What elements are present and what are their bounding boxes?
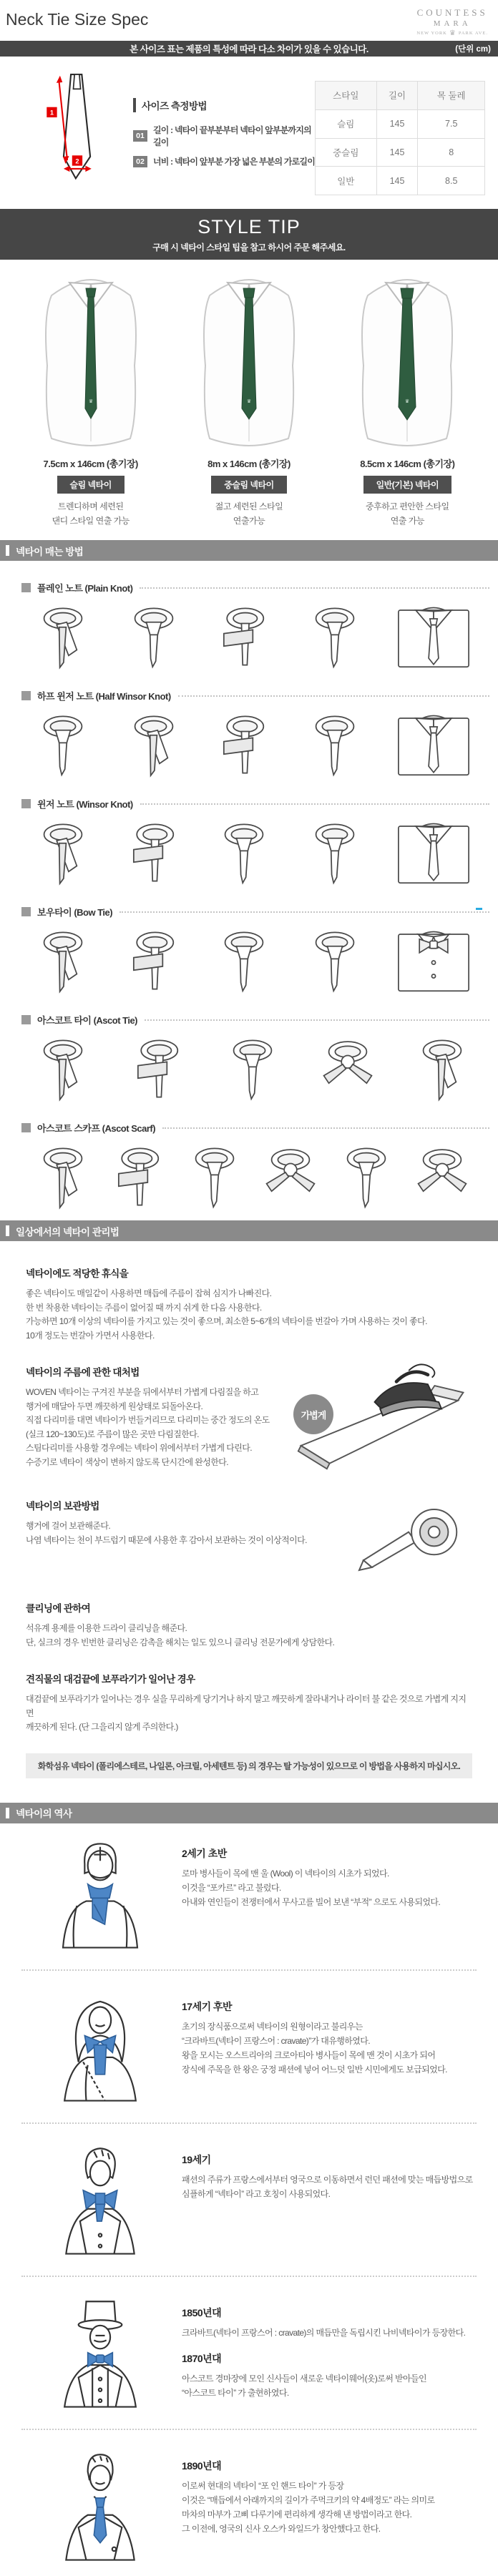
knot-step-illustration [213, 816, 275, 889]
knot-step-illustration [127, 1032, 190, 1105]
finished-knot-shirt-illustration [394, 816, 474, 889]
cell-length: 145 [376, 138, 418, 167]
dotted-rule [119, 911, 489, 913]
table-row [316, 167, 485, 195]
knot-step-illustration [259, 1140, 322, 1213]
cell-length: 145 [376, 167, 418, 195]
knot-name: 보우타이 (Bow Tie) [37, 907, 113, 918]
history-section-header [0, 1803, 498, 1823]
style-tip-title: STYLE TIP [197, 215, 301, 237]
care-block-cleaning: 클리닝에 관하여 석유계 용제를 이용한 드라이 클리닝을 해준다. 단, 실크의 경우 빈번한 클리닝은 감촉을 해치는 일도 있으니 클리닝 전문가에게 상담한다. [26, 1603, 335, 1647]
style-option-mid-slim [173, 273, 325, 526]
header-accent-bar [6, 1808, 9, 1818]
knot-step-illustration [411, 1032, 474, 1105]
col-header-length: 길이 [376, 82, 418, 110]
knot-step-illustration [31, 708, 94, 781]
cell-style: 일반 [316, 167, 377, 195]
measure-heading: 사이즈 측정방법 [133, 98, 315, 112]
square-bullet-icon [21, 1123, 31, 1132]
knot-step-illustration [213, 600, 275, 673]
option-description: 젊고 세련된 스타일 연출가능 [215, 501, 283, 526]
cell-width: 8 [418, 138, 485, 167]
rolled-tie-illustration [358, 1498, 472, 1579]
table-row [316, 109, 485, 138]
brand-street: PARK AVE. [458, 31, 488, 36]
history-entry-1850s-1870s: 1850년대 크라바트(넥타이 프랑스어 : cravate)의 매듭만을 독립시킨 나비넥타이가 등장한다. 1870년대 아스코트 경마장에 모인 신사들이 새로운 넥타이웨어(옷)로써 받아들인 “아스코트 타이” 가 출현하였다. [0, 2283, 498, 2423]
style-option-regular [331, 273, 483, 526]
shirt-with-tie-illustration [188, 273, 310, 451]
knot-step-illustration [303, 708, 366, 781]
square-bullet-icon [21, 799, 31, 808]
finished-knot-shirt-illustration [394, 708, 474, 781]
option-description: 중후하고 편안한 스타일 연출 가능 [366, 501, 449, 526]
knot-step-illustration [316, 1032, 379, 1105]
page-title: Neck Tie Size Spec [6, 10, 149, 29]
header-accent-bar [6, 545, 9, 556]
knot-step-illustration [31, 1140, 94, 1213]
knot-step-illustration [213, 924, 275, 997]
style-option-slim [15, 273, 167, 526]
knot-step-illustration [122, 600, 185, 673]
measure-item-number: 01 [133, 130, 147, 142]
roman-soldier-illustration [29, 1835, 172, 1957]
measure-item-text: 너비 : 넥타이 앞부분 가장 넓은 부분의 가로길이 [153, 157, 315, 167]
style-tip-banner [0, 209, 498, 260]
dotted-divider [21, 2122, 477, 2124]
dotted-rule [140, 587, 489, 589]
option-size-caption: 8m x 146cm (총기장) [208, 459, 290, 469]
page-header [0, 0, 498, 41]
shirt-with-tie-illustration [346, 273, 468, 451]
tie-logo: ♛ [88, 399, 93, 404]
dotted-divider [21, 2429, 477, 2430]
care-block-rest: 넥타이에도 적당한 휴식을 좋은 넥타이도 매일같이 사용하면 매듭에 주름이 잡혀 심지가 나빠진다. 한 번 착용한 넥타이는 주름이 없어질 때 까지 쉬게 한 다음 사용한다. 가능하면 10개 이상의 넥타이를 가지고 있는 것이 좋으며, 최소한 5~6개의 넥타이를 번갈아 가며 사용하는 것이 좋다. 10개 정도는 번갈아 가면서 사용한다. [26, 1268, 427, 1341]
cell-style: 슬림 [316, 109, 377, 138]
knot-row-bow-tie [0, 905, 498, 997]
regency-man-illustration [29, 2141, 172, 2263]
square-bullet-icon [21, 691, 31, 700]
option-size-caption: 8.5cm x 146cm (총기장) [360, 459, 455, 469]
knot-row-winsor [0, 797, 498, 889]
knot-name: 하프 윈저 노트 (Half Winsor Knot) [37, 691, 171, 702]
square-bullet-icon [21, 907, 31, 916]
knot-steps [0, 1027, 498, 1105]
care-block-fuzz: 견직물의 대검끝에 보푸라기가 일어난 경우 대검끝에 보푸라기가 일어나는 경우 실을 무리하게 당기거나 하지 말고 깨끗하게 잘라내거나 라이터 불 같은 것으로 가볍게 지지면 깨끗하게 된다. (단 그을리지 않게 주의한다.) [26, 1674, 467, 1732]
dotted-divider [21, 1969, 477, 1971]
knot-step-illustration [303, 600, 366, 673]
brand-name-line1: COUNTESS [416, 7, 488, 18]
measure-item [133, 124, 315, 148]
synthetic-fiber-warning: 화학섬유 넥타이 (폴리에스테르, 나일론, 아크릴, 아세텐트 등) 의 경우는 탈 가능성이 있으므로 이 방법을 사용하지 마십시오. [26, 1753, 472, 1778]
knot-step-illustration [303, 816, 366, 889]
knot-name: 아스코트 타이 (Ascot Tie) [37, 1015, 138, 1026]
top-hat-man-illustration [29, 2294, 172, 2416]
ironing-illustration [293, 1357, 472, 1476]
diagram-label-1: 1 [49, 109, 54, 117]
knot-guide [0, 561, 498, 1220]
iron-pressure-badge: 가볍게 [293, 1394, 333, 1434]
style-tip-subtitle: 구매 시 넥타이 스타일 팁을 참고 하시어 주문 해주세요. [152, 242, 346, 253]
size-unit-label: (단위 cm) [455, 45, 491, 54]
knot-step-illustration [221, 1032, 284, 1105]
size-notice-bar [0, 41, 498, 57]
knot-step-illustration [335, 1140, 398, 1213]
brand-subline [416, 29, 488, 37]
square-bullet-icon [21, 1015, 31, 1024]
knot-steps [0, 1135, 498, 1213]
cell-length: 145 [376, 109, 418, 138]
knot-section-title: 넥타이 매는 방법 [16, 546, 84, 557]
cell-style: 중슬림 [316, 138, 377, 167]
option-label: 중슬림 넥타이 [211, 476, 286, 494]
dotted-rule [178, 695, 489, 697]
knot-step-illustration [122, 708, 185, 781]
history-entry-2nd-century: 2세기 초반 로마 병사들이 목에 맨 울 (Wool) 이 넥타이의 시초가 되었다. 이것을 “포카르” 라고 불렀다. 아내와 연인들이 전쟁터에서 무사고를 빌어 보낸 “부적” 으로도 사용되었다. [0, 1823, 498, 1964]
knot-row-half-winsor [0, 689, 498, 781]
dotted-divider [21, 2276, 477, 2277]
knot-name: 윈저 노트 (Winsor Knot) [37, 799, 133, 810]
finished-bow-tie-shirt-illustration [394, 924, 474, 997]
size-notice-text: 본 사이즈 표는 제품의 특성에 따라 다소 차이가 있을 수 있습니다. [130, 44, 368, 54]
col-header-style: 스타일 [316, 82, 377, 110]
history-subentry-1870s: 1870년대 아스코트 경마장에 모인 신사들이 새로운 넥타이웨어(옷)로써 받아들인 “아스코트 타이” 가 출현하였다. [182, 2352, 426, 2398]
square-bullet-icon [21, 583, 31, 592]
measure-method [122, 71, 315, 192]
brand-city: NEW YORK [416, 31, 447, 36]
cell-width: 8.5 [418, 167, 485, 195]
option-description: 트렌디하며 세련된 댄디 스타일 연출 가능 [52, 501, 130, 526]
baroque-man-illustration [29, 1988, 172, 2110]
option-size-caption: 7.5cm x 146cm (총기장) [43, 459, 138, 469]
history-entry-19th-century: 19세기 패션의 주류가 프랑스에서부터 영국으로 이동하면서 런던 패션에 맞는 매듭방법으로 심플하게 “넥타이” 라고 호칭이 사용되었다. [0, 2130, 498, 2270]
knot-step-illustration [411, 1140, 474, 1213]
knot-name: 아스코트 스카프 (Ascot Scarf) [37, 1123, 156, 1134]
knot-step-illustration [31, 816, 94, 889]
knot-step-illustration [122, 924, 185, 997]
care-section-title: 일상에서의 넥타이 관리법 [16, 1226, 119, 1238]
knot-step-illustration [303, 924, 366, 997]
tie-style-options [0, 260, 498, 540]
knot-row-plain [0, 581, 498, 673]
knot-step-illustration [107, 1140, 170, 1213]
knot-row-ascot-scarf [0, 1121, 498, 1213]
knot-row-ascot-tie [0, 1013, 498, 1105]
knot-steps [0, 594, 498, 673]
knot-step-illustration [183, 1140, 246, 1213]
knot-name: 플레인 노트 (Plain Knot) [37, 583, 133, 594]
col-header-width: 목 둘레 [418, 82, 485, 110]
table-row [316, 138, 485, 167]
finished-knot-shirt-illustration [394, 600, 474, 673]
history-entry-17th-century: 17세기 후반 초기의 장식품으로써 넥타이의 원형이라고 불리우는 “크라바트(넥타이 프랑스어 : cravate)”가 대유행하였다. 왕을 모시는 오스트리아의 크로아티아 병사들이 목에 맨 것이 시초가 되어 장식에 주목을 한 왕은 궁정 패션에 넣어 어느덧 일반 시민에게도 보급되었다. [0, 1977, 498, 2117]
measure-item-text: 길이 : 넥타이 끝부분부터 넥타이 앞부분까지의 길이 [153, 125, 311, 147]
cell-width: 7.5 [418, 109, 485, 138]
crown-icon: ♛ [449, 29, 456, 37]
measure-item-number: 02 [133, 156, 147, 167]
knot-section-header [0, 540, 498, 561]
knot-step-illustration [213, 708, 275, 781]
knot-step-illustration [31, 600, 94, 673]
dotted-rule [145, 1019, 489, 1021]
dotted-rule [162, 1127, 489, 1129]
knot-steps [0, 702, 498, 781]
blue-dash [476, 908, 482, 910]
knot-steps [0, 810, 498, 889]
header-accent-bar [6, 1225, 9, 1236]
option-label: 슬림 넥타이 [57, 476, 125, 494]
care-section-header [0, 1220, 498, 1241]
history-entry-1890s: 1890년대 이로써 현대의 넥타이 “포 인 핸드 타이” 가 등장 이것은 “매듭에서 아래까지의 길이가 주먹크키의 약 4배정도” 라는 의미로 마차의 마부가 고삐 다루기에 편리하게 생각해 낸 방법이라고 한다. 그 이전에, 영국의 신사 오스카 와일드가 창안했다고 한다. [0, 2436, 498, 2576]
history-timeline [0, 1823, 498, 2576]
dotted-rule [140, 803, 489, 805]
care-block-storage: 넥타이의 보관방법 행거에 걸어 보관해준다. 나염 넥타이는 천이 부드럽기 때문에 사용한 후 감아서 보관하는 것이 이상적이다. [26, 1498, 472, 1579]
care-guide [0, 1241, 498, 1803]
history-section-title: 넥타이의 역사 [16, 1808, 72, 1819]
diagram-label-2: 2 [75, 157, 79, 165]
size-section [0, 57, 498, 209]
knot-step-illustration [122, 816, 185, 889]
size-spec-table [315, 81, 485, 195]
knot-step-illustration [31, 1032, 94, 1105]
brand-logo [416, 7, 491, 37]
measure-item [133, 155, 315, 167]
knot-step-illustration [31, 924, 94, 997]
tie-measure-diagram [29, 71, 122, 192]
tie-logo: ♛ [405, 399, 410, 404]
knot-steps [0, 919, 498, 997]
option-label: 일반(기본) 넥타이 [363, 476, 451, 494]
care-block-wrinkles: 넥타이의 주름에 관한 대처법 WOVEN 넥타이는 구겨진 부분을 뒤에서부터 가볍게 다림질을 하고 행거에 매달아 두면 깨끗하게 원상태로 되돌아온다. 직접 다리미를 대면 넥타이가 번들거리므로 다리미는 중간 정도의 온도 (실크 120~130도)로 주름이 많은 곳만 다림질한다. 스팀다리미를 사용할 경우에는 넥타이 위에서부터 가볍게 다린다. 수증기로 넥타이 색상이 변하지 않도록 단시간에 완성한다. 가볍게 [26, 1364, 472, 1476]
brand-name-line2: MARA [433, 19, 472, 28]
shirt-with-tie-illustration [30, 273, 152, 451]
modern-tie-man-illustration [29, 2447, 172, 2569]
tie-logo: ♛ [246, 399, 252, 404]
